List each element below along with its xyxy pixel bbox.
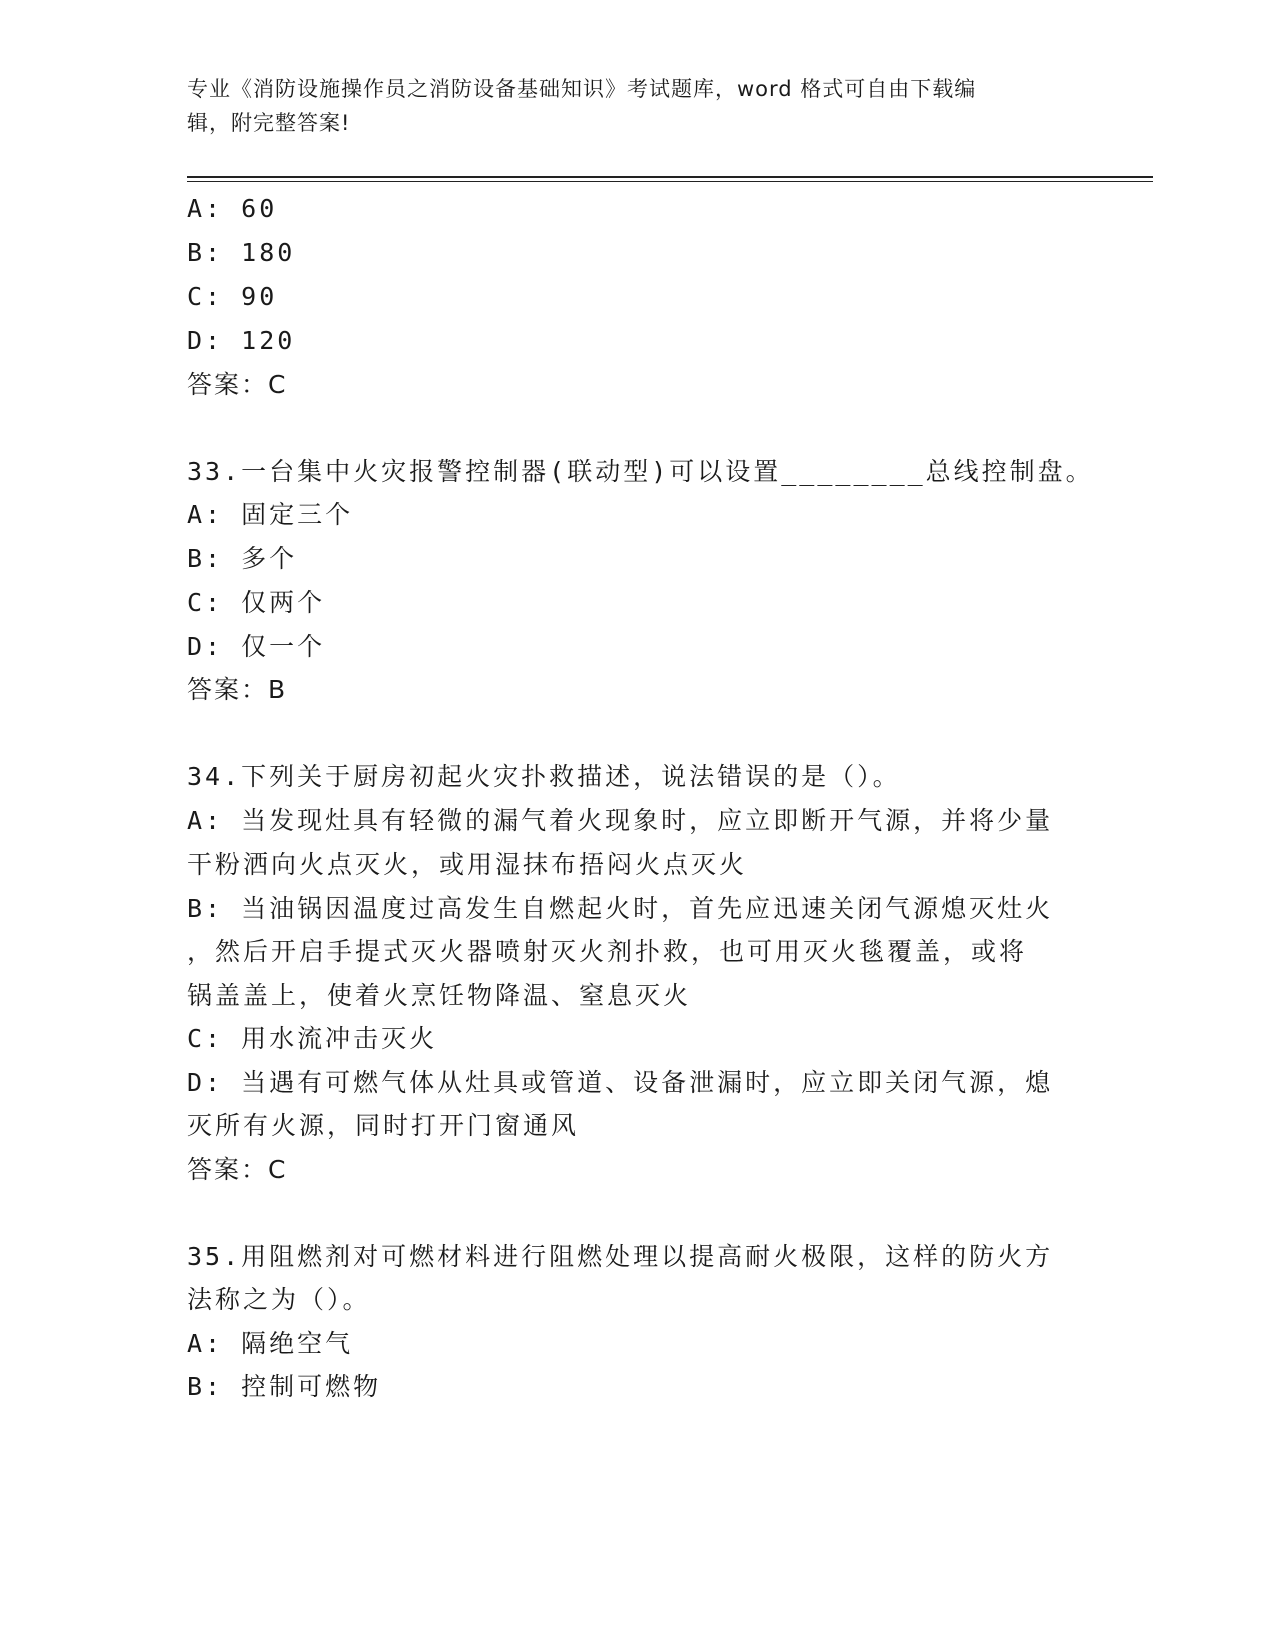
q34-option-d-line-1: D: 当遇有可燃气体从灶具或管道、设备泄漏时，应立即关闭气源，熄 (187, 1068, 1054, 1097)
q34-option-a-line-2: 干粉洒向火点灭火，或用湿抹布捂闷火点灭火 (187, 850, 748, 879)
q35-option-a: A: 隔绝空气 (187, 1329, 354, 1358)
q34-option-b-line-1: B: 当油锅因温度过高发生自燃起火时，首先应迅速关闭气源熄灭灶火 (187, 894, 1054, 923)
q32-option-d: D: 120 (187, 326, 296, 355)
q34-stem: 34.下列关于厨房初起火灾扑救描述，说法错误的是（）。 (187, 762, 901, 791)
header-divider-thick (187, 176, 1153, 178)
q34-answer: 答案：C (187, 1155, 288, 1184)
header-title-line-2: 辑，附完整答案! (187, 111, 351, 135)
q33-option-b: B: 多个 (187, 544, 298, 573)
q32-option-b: B: 180 (187, 238, 296, 267)
q34-option-c: C: 用水流冲击灭火 (187, 1024, 438, 1053)
q32-option-a: A: 60 (187, 194, 278, 223)
q33-option-d: D: 仅一个 (187, 632, 326, 661)
q33-option-a: A: 固定三个 (187, 500, 354, 529)
q32-option-c: C: 90 (187, 282, 278, 311)
header-title-line-1: 专业《消防设施操作员之消防设备基础知识》考试题库，word 格式可自由下载编 (187, 77, 977, 101)
document-header (187, 72, 1077, 140)
header-divider-thin (187, 181, 1153, 182)
q32-answer: 答案：C (187, 370, 288, 399)
q33-answer: 答案：B (187, 675, 288, 704)
q35-stem-line-1: 35.用阻燃剂对可燃材料进行阻燃处理以提高耐火极限，这样的防火方 (187, 1242, 1054, 1271)
q34-option-b-line-3: 锅盖盖上，使着火烹饪物降温、窒息灭火 (187, 981, 692, 1010)
q35-option-b: B: 控制可燃物 (187, 1372, 382, 1401)
q35-stem-line-2: 法称之为（）。 (187, 1285, 371, 1314)
q33-option-c: C: 仅两个 (187, 588, 326, 617)
q34-option-a-line-1: A: 当发现灶具有轻微的漏气着火现象时，应立即断开气源，并将少量 (187, 806, 1054, 835)
q34-option-d-line-2: 灭所有火源，同时打开门窗通风 (187, 1111, 580, 1140)
q34-option-b-line-2: ，然后开启手提式灭火器喷射灭火剂扑救，也可用灭火毯覆盖，或将 (187, 937, 1028, 966)
q33-stem: 33.一台集中火灾报警控制器(联动型)可以设置________总线控制盘。 (187, 457, 1094, 486)
